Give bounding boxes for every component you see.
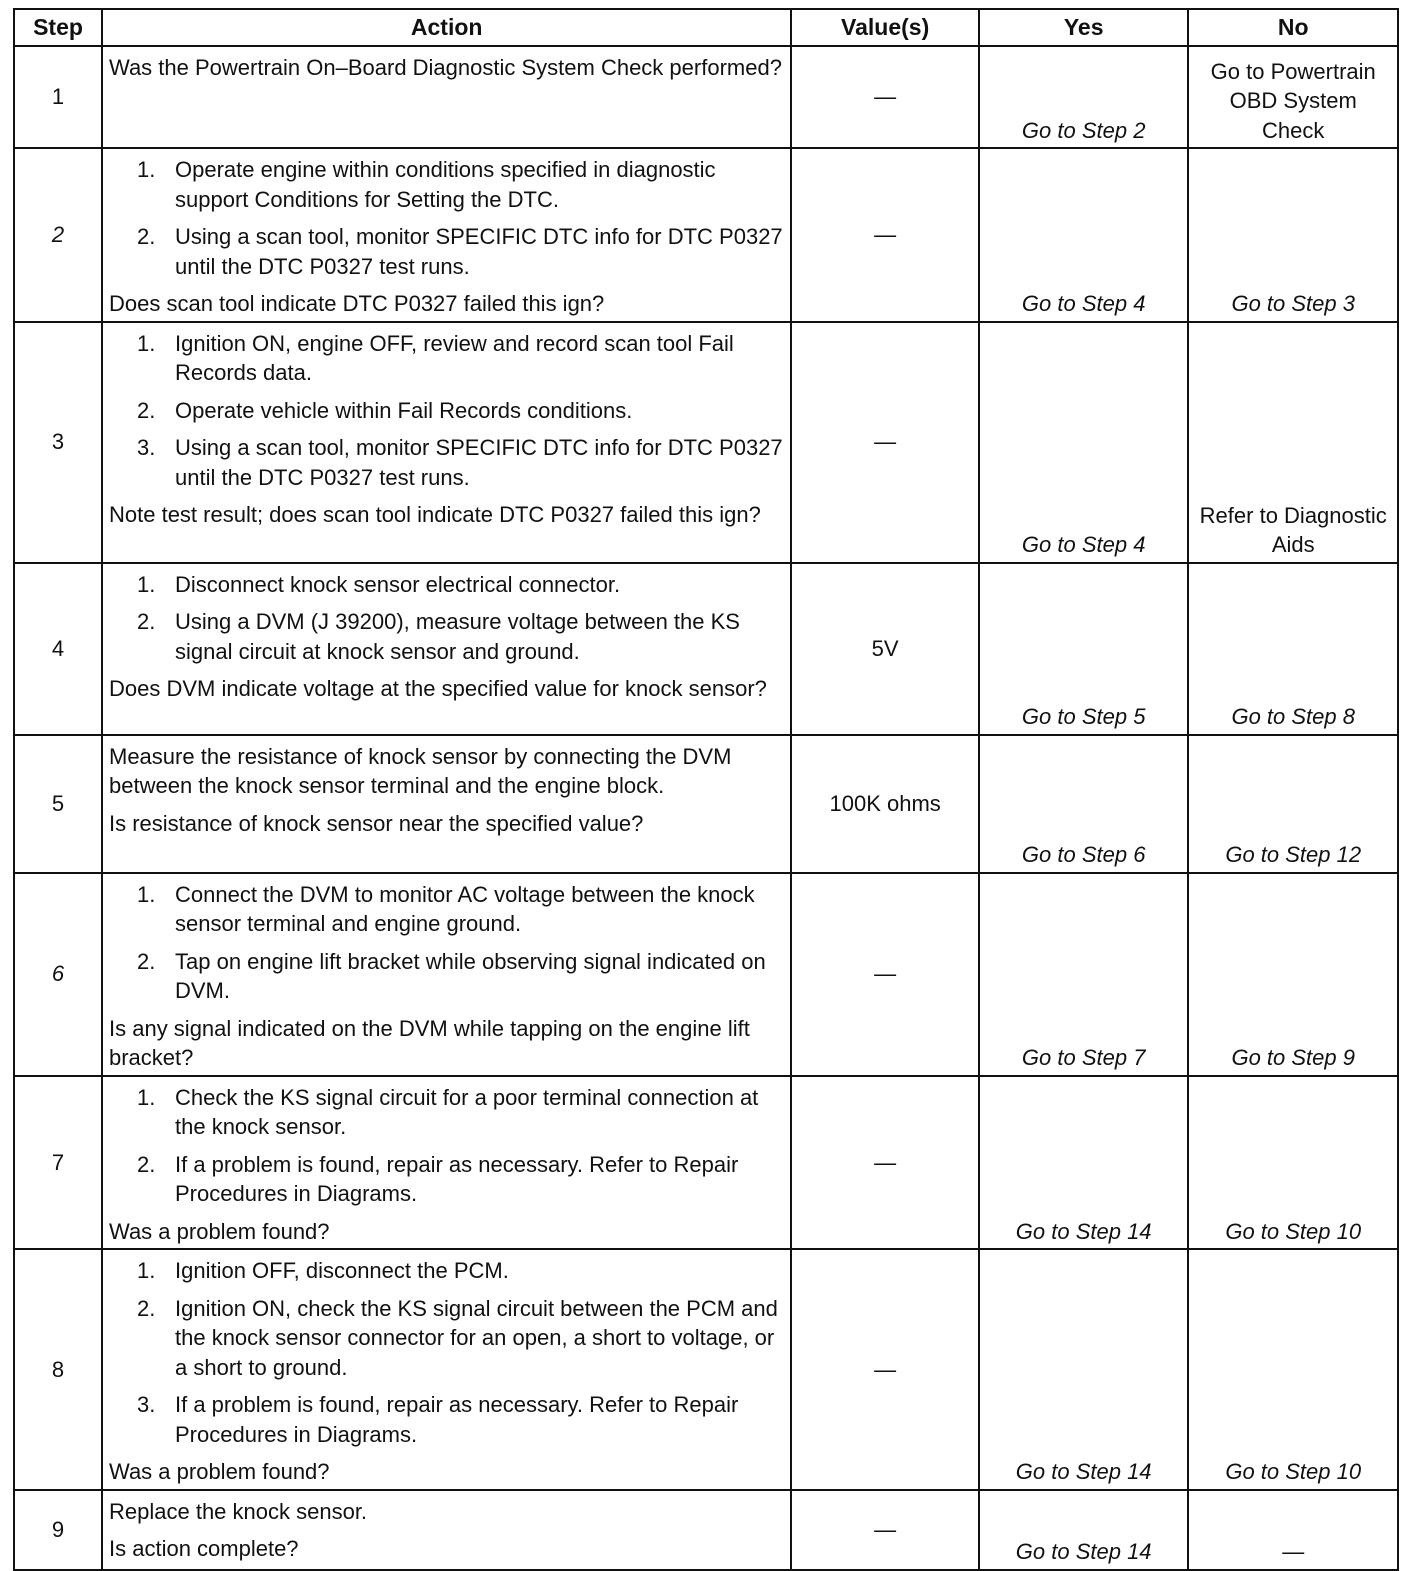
table-row [14, 1076, 1398, 1250]
no-cell: Go to Step 9 [1188, 873, 1398, 1076]
yes-cell: Go to Step 2 [979, 46, 1189, 148]
action-step-item [109, 607, 784, 666]
no-cell: Refer to Diagnostic Aids [1188, 322, 1398, 563]
value-cell: — [791, 46, 979, 148]
table-row [14, 735, 1398, 873]
table-row [14, 46, 1398, 148]
action-step-number: 1. [137, 571, 156, 597]
yes-cell: Go to Step 7 [979, 873, 1189, 1076]
action-step-text: Ignition ON, check the KS signal circuit between the PCM and the knock sensor connector for an open, a short to voltage, or a short to ground. [175, 1295, 778, 1380]
action-text: Was the Powertrain On–Board Diagnostic System Check performed? [109, 55, 782, 80]
action-step-item [109, 1083, 784, 1142]
step-number: 6 [14, 873, 102, 1076]
action-steps-list [109, 155, 784, 281]
step-number: 2 [14, 148, 102, 322]
action-cell [102, 873, 791, 1076]
step-number: 7 [14, 1076, 102, 1250]
no-cell: Go to Step 8 [1188, 563, 1398, 735]
header-step: Step [14, 9, 102, 46]
action-step-item [109, 222, 784, 281]
step-number: 8 [14, 1249, 102, 1490]
table-row [14, 148, 1398, 322]
action-step-number: 3. [137, 1392, 156, 1417]
action-question: Was a problem found? [109, 1459, 330, 1484]
no-cell: Go to Step 3 [1188, 148, 1398, 322]
action-steps-list [109, 880, 784, 1006]
action-step-text: Using a DVM (J 39200), measure voltage between the KS signal circuit at knock sensor and ground. [175, 609, 740, 664]
action-cell [102, 735, 791, 873]
diagnostic-table [13, 8, 1399, 1571]
value-cell: 5V [791, 563, 979, 735]
step-number: 4 [14, 563, 102, 735]
action-step-text: Using a scan tool, monitor SPECIFIC DTC info for DTC P0327 until the DTC P0327 test runs. [175, 435, 783, 490]
action-step-text: Operate engine within conditions specified in diagnostic support Conditions for Setting the DTC. [175, 157, 716, 212]
value-cell: — [791, 148, 979, 322]
action-step-item [109, 570, 784, 600]
header-no: No [1188, 9, 1398, 46]
no-cell: Go to Step 10 [1188, 1076, 1398, 1250]
action-step-text: Disconnect knock sensor electrical connector. [175, 571, 621, 597]
action-text: Replace the knock sensor. [109, 1498, 368, 1524]
action-steps-list [109, 329, 784, 493]
action-step-number: 2. [137, 609, 156, 634]
yes-cell: Go to Step 14 [979, 1076, 1189, 1250]
table-row [14, 1490, 1398, 1570]
action-step-item [109, 1390, 784, 1449]
action-step-number: 2. [137, 1295, 156, 1321]
action-cell [102, 148, 791, 322]
action-step-text: Using a scan tool, monitor SPECIFIC DTC info for DTC P0327 until the DTC P0327 test runs. [175, 224, 783, 279]
action-question: Does scan tool indicate DTC P0327 failed this ign? [109, 291, 605, 316]
action-step-item [109, 396, 784, 426]
value-cell: — [791, 1249, 979, 1490]
action-step-number: 2. [137, 224, 156, 249]
header-action: Action [102, 9, 791, 46]
action-step-text: Ignition OFF, disconnect the PCM. [175, 1258, 509, 1283]
table-row [14, 873, 1398, 1076]
table-row [14, 322, 1398, 563]
action-steps-list [109, 570, 784, 667]
action-step-item [109, 1256, 784, 1286]
header-values: Value(s) [791, 9, 979, 46]
action-step-item [109, 329, 784, 388]
yes-cell: Go to Step 6 [979, 735, 1189, 873]
yes-cell: Go to Step 4 [979, 322, 1189, 563]
action-step-item [109, 1150, 784, 1209]
action-question: Is action complete? [109, 1536, 299, 1561]
action-step-item [109, 1294, 784, 1383]
action-cell [102, 322, 791, 563]
yes-cell: Go to Step 4 [979, 148, 1189, 322]
header-row [14, 9, 1398, 46]
yes-cell: Go to Step 14 [979, 1249, 1189, 1490]
step-number: 5 [14, 735, 102, 873]
action-steps-list [109, 1083, 784, 1209]
no-cell: — [1188, 1490, 1398, 1570]
yes-cell: Go to Step 14 [979, 1490, 1189, 1570]
action-step-text: If a problem is found, repair as necessary. Refer to Repair Procedures in Diagrams. [175, 1392, 739, 1447]
action-step-number: 1. [137, 1258, 156, 1283]
action-step-number: 2. [137, 1151, 156, 1177]
action-step-item [109, 433, 784, 492]
header-yes: Yes [979, 9, 1189, 46]
step-number: 9 [14, 1490, 102, 1570]
action-cell [102, 563, 791, 735]
no-cell: Go to Step 10 [1188, 1249, 1398, 1490]
action-step-text: Tap on engine lift bracket while observing signal indicated on DVM. [175, 948, 766, 1003]
action-step-text: Ignition ON, engine OFF, review and record scan tool Fail Records data. [175, 330, 734, 385]
action-cell [102, 46, 791, 148]
action-cell [102, 1249, 791, 1490]
action-step-number: 3. [137, 435, 156, 460]
action-step-text: If a problem is found, repair as necessary. Refer to Repair Procedures in Diagrams. [175, 1151, 739, 1206]
action-step-number: 1. [137, 881, 156, 907]
no-cell: Go to Step 12 [1188, 735, 1398, 873]
action-step-number: 1. [137, 1084, 156, 1110]
step-number: 3 [14, 322, 102, 563]
action-step-number: 1. [137, 157, 156, 182]
action-cell [102, 1076, 791, 1250]
action-question: Is any signal indicated on the DVM while tapping on the engine lift bracket? [109, 1015, 750, 1070]
action-step-item [109, 155, 784, 214]
table-body [14, 46, 1398, 1570]
step-number: 1 [14, 46, 102, 148]
action-step-text: Connect the DVM to monitor AC voltage between the knock sensor terminal and engine ground. [175, 881, 755, 936]
action-step-number: 1. [137, 330, 156, 356]
value-cell: — [791, 873, 979, 1076]
action-step-item [109, 947, 784, 1006]
table-row [14, 563, 1398, 735]
table-row [14, 1249, 1398, 1490]
action-text: Measure the resistance of knock sensor by connecting the DVM between the knock sensor terminal and the engine block. [109, 743, 732, 798]
value-cell: — [791, 1490, 979, 1570]
action-question: Does DVM indicate voltage at the specified value for knock sensor? [109, 676, 767, 701]
action-steps-list [109, 1256, 784, 1449]
action-cell [102, 1490, 791, 1570]
yes-cell: Go to Step 5 [979, 563, 1189, 735]
action-step-number: 2. [137, 948, 156, 974]
action-step-text: Check the KS signal circuit for a poor terminal connection at the knock sensor. [175, 1084, 759, 1139]
action-step-item [109, 880, 784, 939]
action-step-text: Operate vehicle within Fail Records conditions. [175, 397, 633, 423]
action-question: Note test result; does scan tool indicate DTC P0327 failed this ign? [109, 502, 761, 527]
action-step-number: 2. [137, 397, 156, 423]
no-cell: Go to Powertrain OBD System Check [1188, 46, 1398, 148]
value-cell: — [791, 322, 979, 563]
value-cell: — [791, 1076, 979, 1250]
action-question: Is resistance of knock sensor near the specified value? [109, 810, 644, 836]
action-question: Was a problem found? [109, 1218, 330, 1244]
value-cell: 100K ohms [791, 735, 979, 873]
